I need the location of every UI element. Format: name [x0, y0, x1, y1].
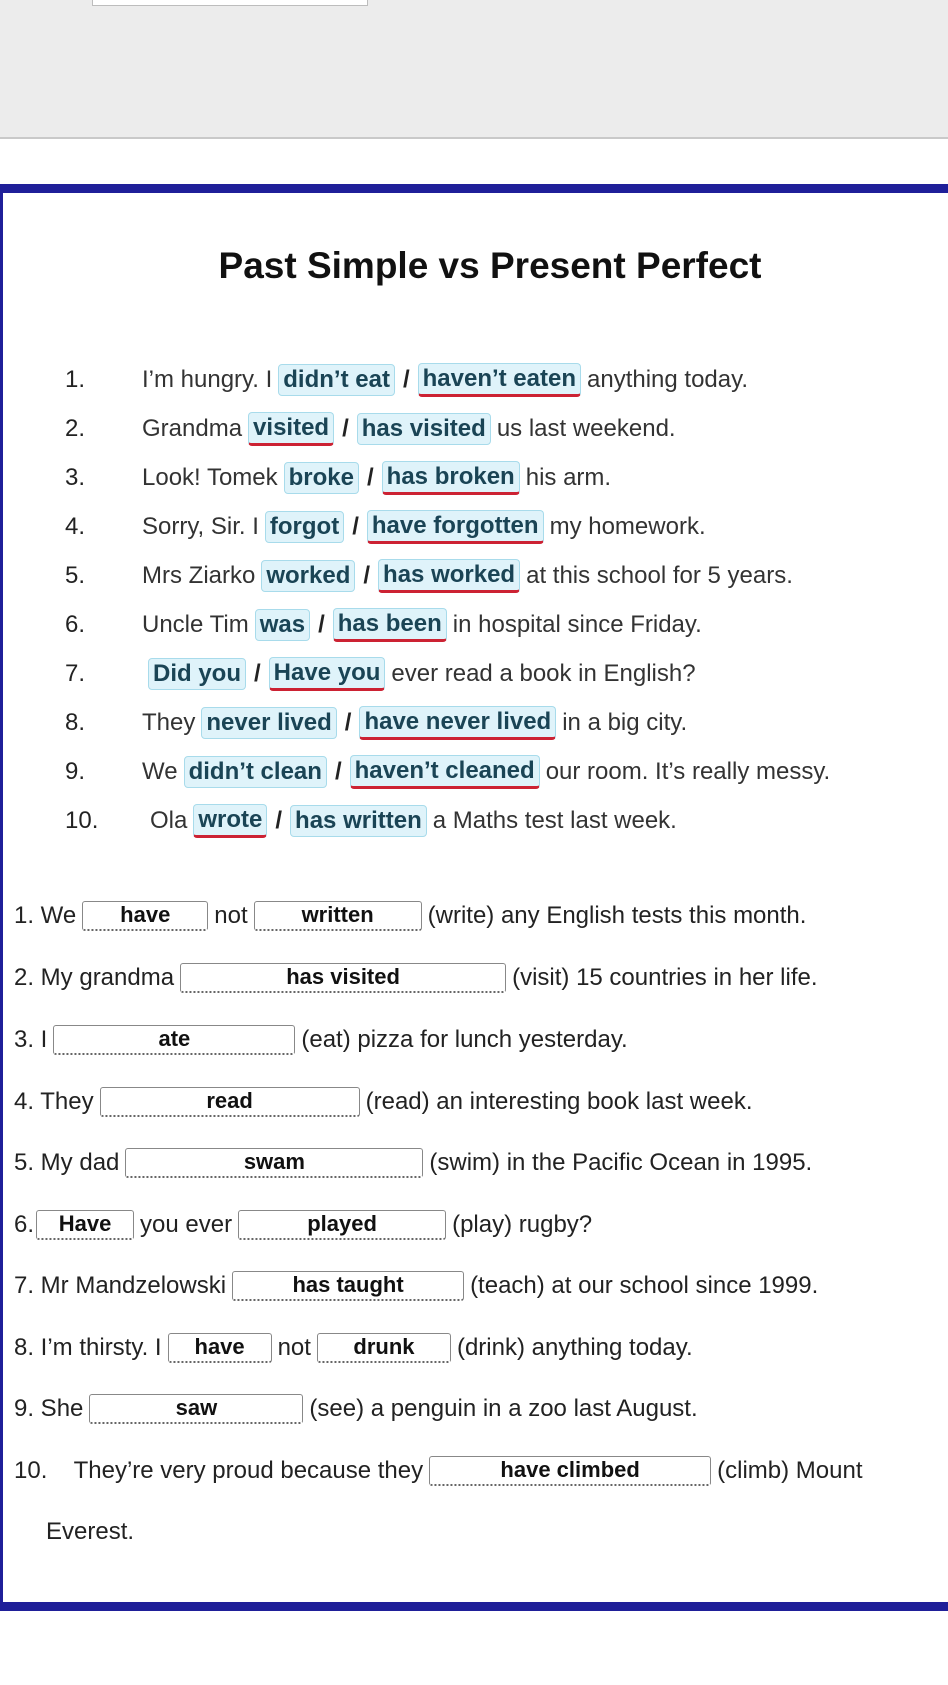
sentence-text: 5. My dad — [14, 1149, 120, 1176]
fill-row-4 — [14, 1084, 752, 1120]
sentence-end: in hospital since Friday. — [452, 611, 702, 638]
sentence-end: ever read a book in English? — [391, 660, 696, 687]
option-separator: / — [275, 807, 283, 834]
option-b[interactable]: have never lived — [359, 706, 556, 740]
fill-row-3 — [14, 1022, 628, 1058]
option-a[interactable]: broke — [284, 462, 359, 494]
option-separator: / — [318, 611, 325, 638]
sentence-start: Ola — [150, 807, 188, 834]
answer-input[interactable]: saw — [89, 1394, 303, 1424]
fill-row-1 — [14, 898, 806, 934]
answer-input[interactable]: written — [254, 901, 422, 931]
choice-row — [150, 804, 677, 838]
option-separator: / — [402, 366, 410, 393]
item-number: 3. — [65, 464, 86, 491]
sentence-text: (drink) anything today. — [456, 1334, 693, 1361]
sentence-text: not — [277, 1334, 311, 1361]
item-number: 1. — [65, 366, 86, 393]
sentence-text: not — [214, 902, 248, 929]
fill-row-10-continuation: Everest. — [46, 1518, 135, 1545]
answer-input[interactable]: have — [82, 901, 208, 931]
option-a[interactable]: visited — [248, 412, 334, 446]
option-separator: / — [367, 464, 374, 491]
item-number: 10. — [65, 807, 99, 834]
sentence-start: They — [142, 709, 196, 736]
option-separator: / — [363, 562, 371, 589]
sentence-text: (swim) in the Pacific Ocean in 1995. — [429, 1149, 813, 1176]
sentence-end: his arm. — [525, 464, 612, 491]
item-number: 8. — [65, 709, 86, 736]
option-a[interactable]: wrote — [193, 804, 267, 838]
sentence-start: Look! Tomek — [142, 464, 278, 491]
item-number: 9. — [65, 758, 86, 785]
sentence-text: 2. My grandma — [14, 964, 175, 991]
sentence-text: 8. I’m thirsty. I — [14, 1334, 162, 1361]
sentence-text: 1. We — [14, 902, 77, 929]
option-separator: / — [334, 758, 342, 785]
item-number: 5. — [65, 562, 86, 589]
sentence-text: (visit) 15 countries in her life. — [512, 964, 818, 991]
option-b[interactable]: haven’t eaten — [418, 363, 581, 397]
sentence-start: We — [142, 758, 178, 785]
item-number: 4. — [65, 513, 86, 540]
sentence-end: us last weekend. — [496, 415, 676, 442]
top-input-field[interactable] — [92, 0, 368, 6]
sentence-text: (see) a penguin in a zoo last August. — [309, 1395, 698, 1422]
sentence-start: Uncle Tim — [142, 611, 249, 638]
answer-input[interactable]: have climbed — [429, 1456, 711, 1486]
sentence-text: (climb) Mount — [717, 1457, 863, 1484]
sentence-end: at this school for 5 years. — [526, 562, 793, 589]
choice-row — [142, 510, 706, 544]
answer-input[interactable]: read — [100, 1087, 360, 1117]
item-number: 7. — [65, 660, 86, 687]
option-separator: / — [352, 513, 359, 540]
option-b[interactable]: Have you — [269, 657, 386, 691]
choice-row — [142, 559, 793, 593]
sentence-end: my homework. — [549, 513, 706, 540]
sentence-text: 9. She — [14, 1395, 84, 1422]
sentence-end: a Maths test last week. — [432, 807, 677, 834]
answer-input[interactable]: swam — [125, 1148, 423, 1178]
fill-row-9 — [14, 1391, 698, 1427]
option-a[interactable]: never lived — [201, 707, 336, 739]
fill-row-5 — [14, 1145, 812, 1181]
answer-input[interactable]: drunk — [317, 1333, 451, 1363]
option-b[interactable]: has broken — [382, 461, 520, 495]
option-a[interactable]: didn’t eat — [278, 364, 395, 396]
option-a[interactable]: Did you — [148, 658, 246, 690]
sentence-text: you ever — [140, 1211, 233, 1238]
fill-row-2 — [14, 960, 818, 996]
item-number: 2. — [65, 415, 86, 442]
answer-input[interactable]: ate — [53, 1025, 295, 1055]
sentence-end: anything today. — [587, 366, 749, 393]
fill-row-10 — [14, 1453, 862, 1489]
option-b[interactable]: has visited — [357, 413, 491, 445]
answer-input[interactable]: Have — [36, 1210, 134, 1240]
sentence-text: 10. They’re very proud because they — [14, 1457, 424, 1484]
sentence-text: 4. They — [14, 1088, 94, 1115]
sentence-start: Grandma — [142, 415, 243, 442]
choice-row — [142, 608, 702, 642]
choice-row — [142, 755, 830, 789]
sentence-start: I’m hungry. I — [142, 366, 273, 393]
option-separator: / — [342, 415, 349, 442]
option-b[interactable]: has written — [290, 805, 427, 837]
sentence-end: our room. It’s really messy. — [545, 758, 831, 785]
item-number: 6. — [65, 611, 86, 638]
sentence-text: 7. Mr Mandzelowski — [14, 1272, 227, 1299]
option-b[interactable]: has worked — [378, 559, 520, 593]
choice-row — [142, 657, 696, 691]
answer-input[interactable]: has taught — [232, 1271, 464, 1301]
choice-row — [142, 412, 676, 446]
sentence-text: 3. I — [14, 1026, 48, 1053]
option-a[interactable]: didn’t clean — [184, 756, 327, 788]
option-b[interactable]: have forgotten — [367, 510, 544, 544]
sentence-text: 6. — [14, 1211, 35, 1238]
fill-row-7 — [14, 1268, 818, 1304]
browser-top-area — [0, 0, 948, 139]
sentence-text: (teach) at our school since 1999. — [470, 1272, 819, 1299]
sentence-end: in a big city. — [562, 709, 688, 736]
option-b[interactable]: haven’t cleaned — [350, 755, 540, 789]
worksheet-title: Past Simple vs Present Perfect — [218, 245, 762, 286]
option-a[interactable]: forgot — [265, 511, 344, 543]
choice-row — [142, 706, 687, 740]
answer-input[interactable]: have — [168, 1333, 272, 1363]
option-separator: / — [254, 660, 261, 687]
sentence-text: (write) any English tests this month. — [427, 902, 807, 929]
fill-row-8 — [14, 1330, 693, 1366]
choice-row — [142, 363, 748, 397]
fill-row-6 — [14, 1207, 592, 1243]
answer-input[interactable]: played — [238, 1210, 446, 1240]
sentence-text: (play) rugby? — [452, 1211, 593, 1238]
answer-input[interactable]: has visited — [180, 963, 506, 993]
option-a[interactable]: was — [255, 609, 310, 641]
sentence-start: Mrs Ziarko — [142, 562, 256, 589]
option-b[interactable]: has been — [333, 608, 447, 642]
sentence-start: Sorry, Sir. I — [142, 513, 259, 540]
choice-row — [142, 461, 611, 495]
option-separator: / — [344, 709, 352, 736]
sentence-text: (eat) pizza for lunch yesterday. — [301, 1026, 628, 1053]
option-a[interactable]: worked — [261, 560, 355, 592]
sentence-text: (read) an interesting book last week. — [365, 1088, 753, 1115]
